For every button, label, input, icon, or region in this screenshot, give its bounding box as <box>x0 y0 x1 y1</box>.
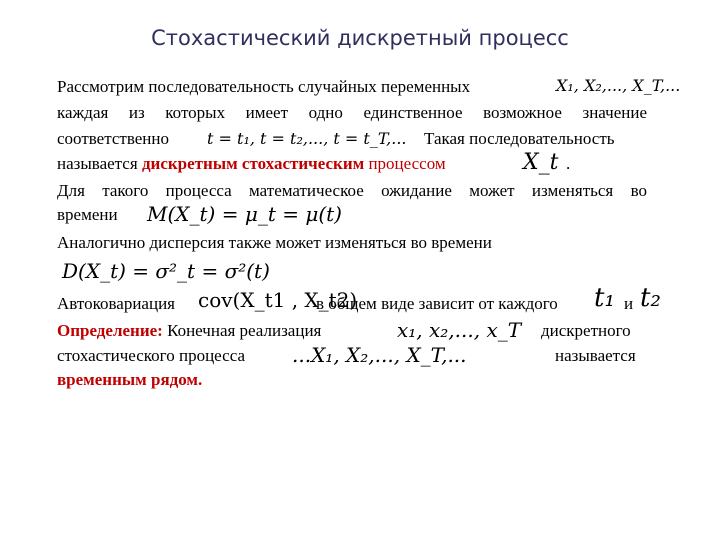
formula-variance: D(X_t) = σ²_t = σ²(t) <box>62 259 270 283</box>
definition-label: Определение: <box>57 321 163 340</box>
text-line: Автоковариация <box>57 294 175 313</box>
highlight-term: дискретным стохастическим <box>141 154 365 173</box>
text-line: каждая из которых имеет одно единственное возможное значение <box>57 103 647 122</box>
text-line: Аналогично дисперсия также может изменяться во времени <box>57 233 492 252</box>
definition-term: временным рядом. <box>57 370 203 389</box>
formula-xt: X_t <box>523 150 559 175</box>
formula-process: ...X₁, X₂,..., X_T,... <box>292 343 467 367</box>
text: Конечная реализация <box>167 321 322 340</box>
formula-realization: x₁, x₂,..., x_T <box>397 318 522 342</box>
text-line: стохастического процесса <box>57 346 245 365</box>
slide-title: Стохастический дискретный процесс <box>151 26 569 50</box>
text: Такая последовательность <box>424 129 615 148</box>
text-line: времени <box>57 205 118 224</box>
formula-t1: t₁ <box>594 283 615 313</box>
text: . <box>566 154 571 173</box>
formula-mean: M(X_t) = μ_t = μ(t) <box>147 202 342 226</box>
formula-autocovariance: cov(X_t1 , X_t2) <box>198 288 358 312</box>
text: в общем виде зависит от каждого <box>316 294 558 313</box>
text-line: соответственно <box>57 129 170 148</box>
text: называется <box>555 346 636 365</box>
text: дискретного <box>541 321 631 340</box>
text: и <box>624 294 634 313</box>
text: называется <box>57 154 138 173</box>
text-line <box>57 154 446 174</box>
formula-sequence: X₁, X₂,..., X_T,... <box>556 76 681 95</box>
highlight-term: процессом <box>368 154 446 173</box>
text-line <box>57 77 470 97</box>
text-line <box>57 321 321 341</box>
text-line: Для такого процесса математическое ожидание может изменяться во <box>57 181 647 200</box>
text: Рассмотрим последовательность случайных переменных <box>57 77 471 96</box>
formula-t2: t₂ <box>640 283 661 313</box>
formula-times: t = t₁, t = t₂,..., t = t_T,... <box>207 129 407 148</box>
